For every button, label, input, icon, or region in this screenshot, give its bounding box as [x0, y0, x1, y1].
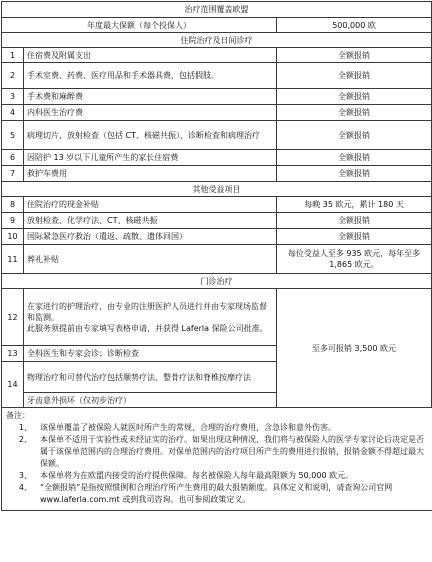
note-item — [6, 482, 430, 506]
row-number: 5 — [2, 121, 24, 150]
row-value: 全额报销 — [277, 166, 432, 182]
row-number: 14 — [2, 362, 24, 408]
row-value: 全额报销 — [277, 105, 432, 121]
row-number: 2 — [2, 63, 24, 89]
table-row — [2, 105, 432, 121]
table-row — [2, 121, 432, 150]
row-description: 手术室费、药费、医疗用品和手术器具费，包括假肢。 — [24, 63, 277, 89]
section-title-outpatient: 门诊治疗 — [2, 274, 432, 289]
table-row — [2, 245, 432, 274]
notes-section — [1, 408, 432, 511]
row-description: 国际紧急医疗救治（遣返、疏散、遗体回国） — [24, 229, 277, 245]
row-description: 住院治疗的现金补贴 — [24, 197, 277, 213]
section-title-inpatient: 住院治疗及日间诊疗 — [2, 33, 432, 48]
section-title-other: 其他受益项目 — [2, 182, 432, 197]
row-number: 4 — [2, 105, 24, 121]
note-number: 2、 — [18, 435, 32, 444]
table-row — [2, 89, 432, 105]
coverage-document — [1, 1, 431, 511]
table-title: 治疗范围覆盖欧盟 — [2, 2, 432, 18]
row-description-line: 在家进行的护理治疗，由专业的注册医护人员进行并由专家现场监督和监测。 — [27, 301, 267, 322]
row-number: 10 — [2, 229, 24, 245]
row-number: 13 — [2, 346, 24, 362]
table-row — [2, 289, 432, 346]
row-description: 因陪护 13 岁以下儿童所产生的家长住宿费 — [24, 150, 277, 166]
note-text: 本保单不适用于实验性或未经证实的治疗。如果出现这种情况，我们将与被保险人的医学专家讨论后决定是否属于该保单范围内的合理治疗费用。对保单范围内的治疗项目所产生的费用进行报销，报销金额不得超过最大保额。 — [40, 435, 424, 468]
row-value: 每位受益人至多 935 欧元，每年至多 1,865 欧元。 — [277, 245, 432, 274]
annual-max-value: 500,000 欧 — [277, 18, 432, 33]
note-number: 1、 — [18, 423, 32, 432]
title-row — [2, 2, 432, 18]
outpatient-value: 至多可报销 3,500 欧元 — [277, 289, 432, 408]
row-description: 物理治疗和可替代治疗包括顺势疗法、整骨疗法和脊椎按摩疗法 — [24, 362, 277, 393]
row-number: 12 — [2, 289, 24, 346]
note-text: 本保单将为在欧盟内接受的治疗提供保障。每名被保险人每年最高限额为 50,000 欧元。 — [40, 471, 354, 480]
table-row — [2, 197, 432, 213]
row-number: 11 — [2, 245, 24, 274]
row-value: 全额报销 — [277, 121, 432, 150]
row-value: 全额报销 — [277, 48, 432, 63]
row-description: 牙齿意外损坏（仅初步治疗） — [24, 393, 277, 408]
annual-max-row — [2, 18, 432, 33]
row-description: 病理切片、放射检查（包括 CT、核磁共振）、诊断检查和病理治疗 — [24, 121, 277, 150]
note-item — [6, 434, 430, 470]
table-row — [2, 63, 432, 89]
note-text: “全额报销”是指按照惯例和合理治疗所产生费用的最大报销额度。具体定义和说明，请查询公司官网 www.laferla.com.mt 或到我司咨询。也可参阅政策定义。 — [40, 483, 393, 504]
table-row — [2, 213, 432, 229]
row-value: 全额报销 — [277, 229, 432, 245]
note-number: 4、 — [18, 483, 32, 492]
row-number: 9 — [2, 213, 24, 229]
row-description: 内科医生治疗费 — [24, 105, 277, 121]
row-description: 手术费和麻醉费 — [24, 89, 277, 105]
note-item — [6, 470, 430, 482]
note-item — [6, 422, 430, 434]
row-number: 6 — [2, 150, 24, 166]
row-value: 全额报销 — [277, 89, 432, 105]
annual-max-label: 年度最大保额（每个投保人） — [2, 18, 277, 33]
row-description: 全科医生和专家会诊；诊断检查 — [24, 346, 277, 362]
section-row-inpatient — [2, 33, 432, 48]
row-description — [24, 289, 277, 346]
table-row — [2, 166, 432, 182]
table-row — [2, 229, 432, 245]
note-number: 3、 — [18, 471, 32, 480]
row-number: 8 — [2, 197, 24, 213]
row-number: 7 — [2, 166, 24, 182]
row-number: 3 — [2, 89, 24, 105]
row-description: 放射检查、化学疗法、CT、核磁共振 — [24, 213, 277, 229]
row-description: 住宿费及附属支出 — [24, 48, 277, 63]
row-description: 葬礼补贴 — [24, 245, 277, 274]
coverage-table — [1, 1, 432, 408]
note-text: 该保单覆盖了被保险人就医时所产生的常规、合理的治疗费用，含急诊和意外伤害。 — [40, 423, 336, 432]
row-value: 全额报销 — [277, 150, 432, 166]
row-value: 全额报销 — [277, 213, 432, 229]
row-number: 1 — [2, 48, 24, 63]
section-row-other — [2, 182, 432, 197]
section-row-outpatient — [2, 274, 432, 289]
row-value: 每晚 35 欧元，累计 180 天 — [277, 197, 432, 213]
table-row — [2, 48, 432, 63]
notes-title: 备注： — [6, 411, 30, 420]
table-row — [2, 150, 432, 166]
row-description: 救护车费用 — [24, 166, 277, 182]
row-description-line: 此服务须提前由专家填写表格申请，并获得 Laferla 保险公司批准。 — [27, 323, 268, 333]
row-value: 全额报销 — [277, 63, 432, 89]
